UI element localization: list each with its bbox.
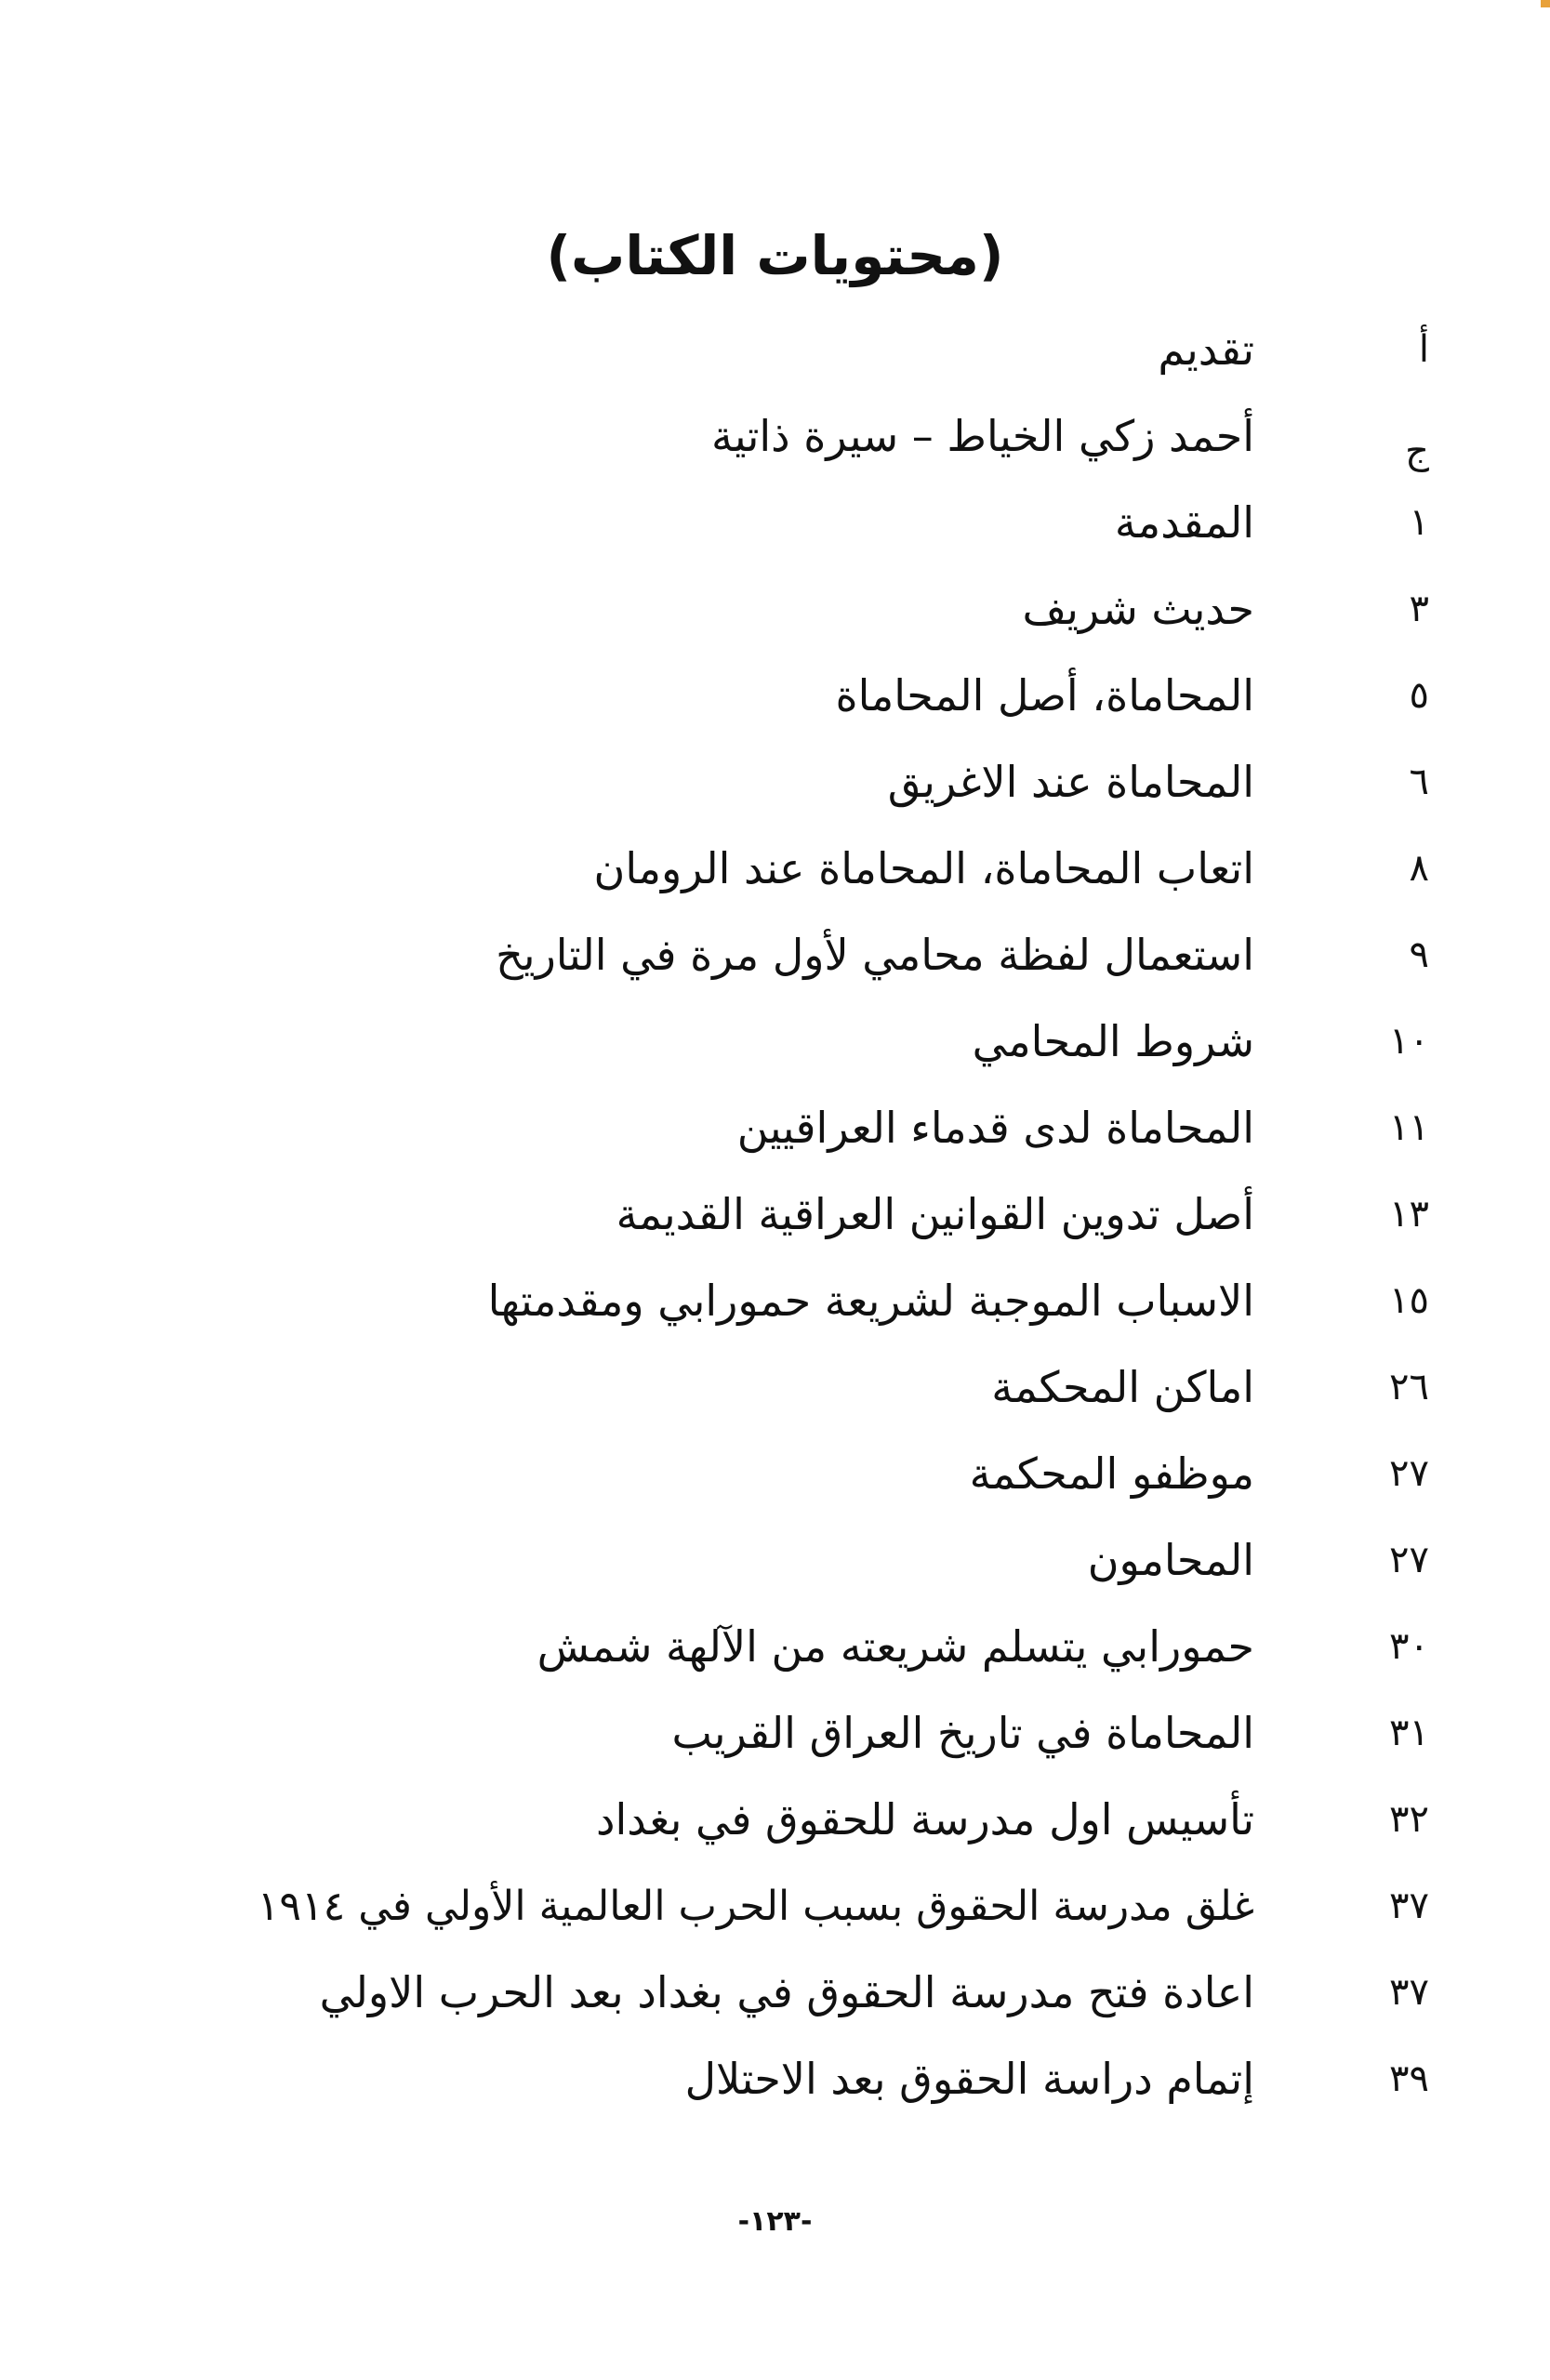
toc-entry-title: المحاماة عند الاغريق: [887, 757, 1254, 807]
toc-page-number: ١١: [1389, 1106, 1429, 1149]
toc-entry-title: المحاماة في تاريخ العراق القريب: [671, 1708, 1254, 1758]
toc-entry: [0, 1171, 1550, 1258]
toc-page-number: ج: [1405, 430, 1429, 472]
page-number-footer: -١٢٣-: [737, 2205, 813, 2238]
toc-page-number: ٣٠: [1389, 1625, 1429, 1668]
toc-entry: [0, 1950, 1550, 2036]
toc-entry-title: الاسباب الموجبة لشريعة حمورابي ومقدمتها: [487, 1276, 1254, 1326]
toc-entry-title: اتعاب المحاماة، المحاماة عند الرومان: [593, 843, 1254, 893]
toc-entry: [0, 1517, 1550, 1604]
corner-mark: [1541, 0, 1550, 7]
toc-entry: [0, 1085, 1550, 1171]
toc-entry: [0, 1863, 1550, 1950]
toc-entry-title: أصل تدوين القوانين العراقية القديمة: [616, 1189, 1254, 1239]
toc-entry: [0, 393, 1550, 480]
toc-entry: [0, 307, 1550, 393]
toc-entry: [0, 1604, 1550, 1690]
toc-page-number: ٩: [1409, 933, 1429, 976]
toc-page-number: ٢٦: [1389, 1366, 1429, 1408]
toc-entry: [0, 998, 1550, 1085]
toc-entry-title: اعادة فتح مدرسة الحقوق في بغداد بعد الحرب الاولي: [319, 1967, 1254, 2017]
toc-page-number: ٣١: [1389, 1712, 1429, 1754]
toc-entry-title: تقديم: [1158, 324, 1254, 375]
toc-entry-title: حديث شريف: [1022, 584, 1254, 634]
toc-page-number: ٣٢: [1389, 1798, 1429, 1841]
toc-entry-title: المحاماة لدى قدماء العراقيين: [736, 1103, 1254, 1153]
toc-entry: [0, 912, 1550, 998]
toc-entry: [0, 1690, 1550, 1777]
toc-page-number: ٣٧: [1389, 1884, 1429, 1927]
toc-page-number: ٥: [1409, 674, 1429, 717]
toc-page-number: ٣٩: [1389, 2057, 1429, 2100]
toc-entry: [0, 1258, 1550, 1344]
toc-entry: [0, 1344, 1550, 1431]
toc-page-number: ٦: [1409, 760, 1429, 803]
toc-page-number: ١٣: [1389, 1193, 1429, 1236]
toc-entry: [0, 1777, 1550, 1863]
toc-entry-title: إتمام دراسة الحقوق بعد الاحتلال: [684, 2054, 1254, 2104]
toc-page-number: ٨: [1409, 847, 1429, 890]
toc-entry: [0, 480, 1550, 566]
toc-entry-title: المحامون: [1087, 1535, 1254, 1585]
toc-page-number: ١٥: [1389, 1279, 1429, 1322]
table-of-contents: [0, 307, 1550, 2120]
toc-page-number: ١: [1409, 501, 1429, 544]
toc-page-number: ١٠: [1389, 1020, 1429, 1063]
toc-page-number: ٢٧: [1389, 1452, 1429, 1495]
toc-entry-title: اماكن المحكمة: [991, 1362, 1254, 1412]
page-title: (محتويات الكتاب): [546, 224, 1004, 287]
toc-page-number: ٣: [1409, 588, 1429, 630]
toc-entry-title: غلق مدرسة الحقوق بسبب الحرب العالمية الأولي في ١٩١٤: [257, 1883, 1254, 1930]
toc-entry: [0, 1431, 1550, 1517]
toc-entry-title: المحاماة، أصل المحاماة: [835, 670, 1254, 721]
toc-entry: [0, 2036, 1550, 2122]
toc-page-number: ٢٧: [1389, 1539, 1429, 1581]
toc-entry-title: المقدمة: [1114, 497, 1254, 548]
toc-entry: [0, 739, 1550, 826]
toc-entry-title: حمورابي يتسلم شريعته من الآلهة شمش: [537, 1621, 1254, 1672]
toc-page-number: أ: [1418, 328, 1429, 371]
toc-entry-title: أحمد زكي الخياط – سيرة ذاتية: [711, 411, 1254, 461]
toc-page-number: ٣٧: [1389, 1971, 1429, 2014]
toc-entry: [0, 566, 1550, 653]
toc-entry-title: شروط المحامي: [972, 1016, 1254, 1066]
toc-entry-title: موظفو المحكمة: [969, 1448, 1254, 1499]
toc-entry-title: تأسيس اول مدرسة للحقوق في بغداد: [595, 1794, 1254, 1844]
toc-entry-title: استعمال لفظة محامي لأول مرة في التاريخ: [496, 930, 1254, 980]
toc-entry: [0, 826, 1550, 912]
toc-entry: [0, 653, 1550, 739]
